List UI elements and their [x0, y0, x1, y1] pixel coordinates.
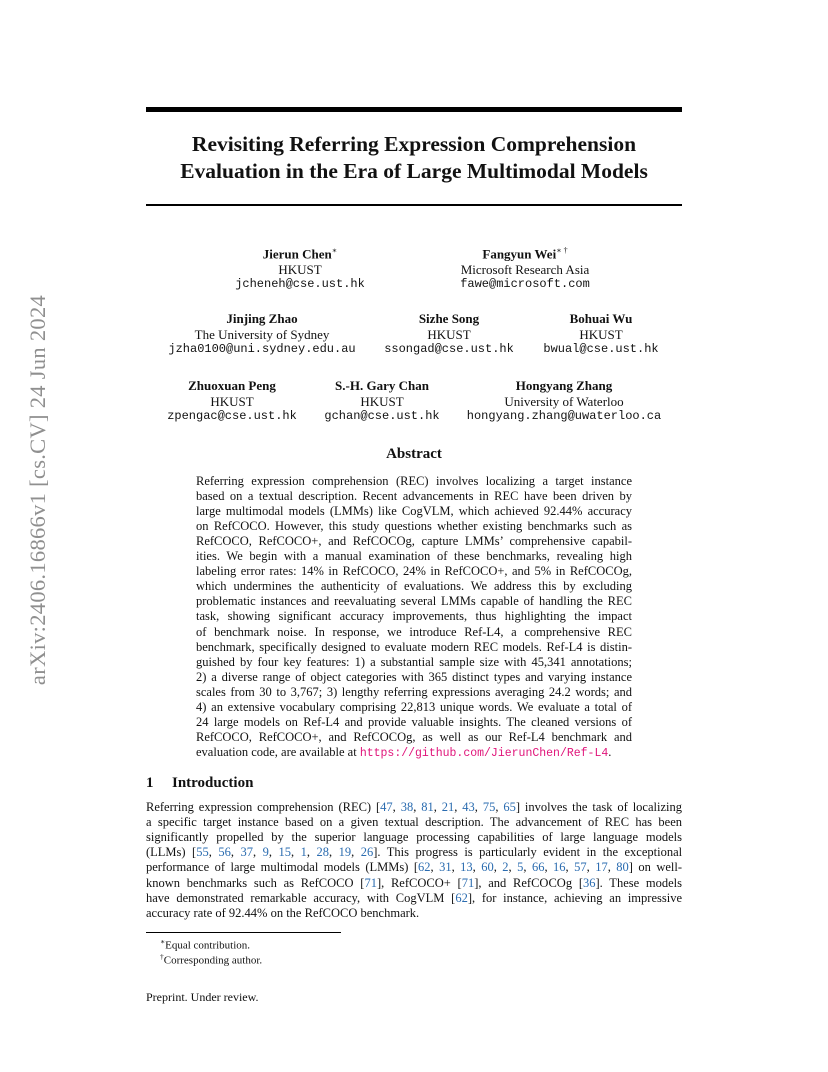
intro-text: ], for instance, achieving an impressive: [467, 890, 682, 905]
title-bottom-rule: [146, 204, 682, 206]
arxiv-id: arXiv:2406.16866v1 [cs.CV] 24 Jun 2024: [25, 294, 50, 686]
section-title: Introduction: [172, 775, 254, 791]
author-name: Jinjing Zhao: [226, 311, 298, 326]
citation-link[interactable]: 38: [400, 800, 414, 814]
author-name: Fangyun Wei: [482, 246, 557, 262]
intro-line: [146, 815, 682, 830]
intro-text: ]. These models: [595, 875, 683, 890]
citation-link[interactable]: 75: [482, 800, 496, 814]
citation-link[interactable]: 26: [360, 845, 374, 860]
author-email: zpengac@cse.ust.hk: [167, 409, 297, 423]
abstract-line: Referring expression comprehension (REC) involves localizing a target instance: [196, 474, 632, 488]
abstract-line: guished by four key features: 1) a substantial sample size with 45,341 annotations;: [196, 654, 632, 669]
author-email: fawe@microsoft.com: [460, 277, 590, 292]
preprint-note: Preprint. Under review.: [146, 990, 259, 1004]
intro-text: ,: [472, 860, 482, 875]
author-email: gchan@cse.ust.hk: [324, 409, 440, 423]
author-block: [467, 378, 661, 425]
author-affiliation: HKUST: [427, 326, 471, 342]
abstract-line-text: .: [608, 744, 612, 759]
citation-link[interactable]: 71: [364, 875, 377, 890]
citation-link[interactable]: 9: [262, 845, 269, 860]
intro-text: ,: [290, 845, 301, 860]
citation-link[interactable]: 60: [481, 860, 494, 875]
citation-link[interactable]: 31: [439, 860, 452, 875]
intro-text: ,: [454, 800, 463, 814]
author-affiliation: HKUST: [360, 393, 404, 409]
intro-text: ,: [508, 860, 518, 875]
author-name: Bohuai Wu: [569, 311, 633, 326]
author-affiliation: University of Waterloo: [504, 393, 624, 409]
author-block: [543, 311, 658, 358]
abstract-line: problematic instances and reevaluating several LMMs capable of handling the REC: [196, 594, 632, 609]
citation-link[interactable]: 5: [517, 860, 524, 875]
intro-text: ,: [586, 860, 596, 875]
citation-link[interactable]: 43: [462, 800, 475, 814]
abstract-line: on RefCOCO. However, this study questions whether existing benchmarks such as: [196, 519, 632, 534]
intro-line: [146, 860, 682, 875]
citation-link[interactable]: 28: [316, 845, 329, 860]
abstract-line: based on a textual description. Recent advancements in REC have been driven by: [196, 489, 632, 504]
author-email: hongyang.zhang@uwaterloo.ca: [466, 409, 662, 423]
abstract-line: benchmark, specifically designed to evaluate modern REC models. Ref-L4 is distin-: [196, 639, 632, 654]
intro-line: [146, 891, 682, 906]
citation-link[interactable]: 37: [240, 845, 253, 860]
paper-title: [146, 131, 682, 185]
author-block: [384, 311, 514, 358]
citation-link[interactable]: 47: [380, 800, 393, 814]
intro-text: ,: [328, 845, 339, 860]
section-number: 1: [146, 775, 154, 791]
intro-line: [146, 845, 682, 860]
intro-text: ,: [413, 800, 422, 814]
citation-link[interactable]: 19: [338, 845, 352, 860]
author-email: bwual@cse.ust.hk: [543, 342, 659, 356]
intro-text: ] involves the task of localizing: [515, 800, 682, 814]
abstract-line: task, showing significant accuracy improvements, thus highlighting the impact: [196, 609, 632, 624]
intro-line: [146, 906, 682, 921]
author-block: [324, 378, 439, 425]
author-affiliation: HKUST: [579, 326, 623, 342]
citation-link[interactable]: 65: [503, 800, 516, 814]
author-name: S.-H. Gary Chan: [335, 378, 429, 393]
citation-link[interactable]: 16: [553, 860, 566, 875]
intro-text: ], RefCOCO+ [: [376, 875, 462, 890]
author-name: Hongyang Zhang: [515, 378, 613, 393]
repository-link[interactable]: https://github.com/JierunChen/Ref-L4: [359, 746, 609, 760]
intro-text: Referring expression comprehension (REC) [: [146, 800, 381, 814]
citation-link[interactable]: 2: [502, 860, 509, 875]
citation-link[interactable]: 62: [417, 860, 431, 875]
title-top-rule: [146, 107, 682, 112]
intro-text: (LLMs) [: [146, 845, 197, 860]
intro-text: accuracy rate of 92.44% on the RefCOCO benchmark.: [146, 905, 420, 920]
footnote-mark: ∗: [160, 937, 166, 946]
footnote: [160, 950, 262, 968]
intro-text: ], and RefCOCOg [: [474, 875, 583, 890]
abstract-line: 2) a diverse range of object categories with 365 distinct types and varying instance: [196, 669, 632, 684]
abstract-line: RefCOCO, RefCOCO+, and RefCOCOg, as well as our Ref-L4 benchmark and: [196, 729, 632, 744]
intro-line: [146, 800, 682, 815]
author-name: Zhuoxuan Peng: [188, 378, 276, 393]
author-email: ssongad@cse.ust.hk: [384, 342, 514, 356]
intro-text: ,: [607, 860, 617, 875]
abstract-line: 4) an extensive vocabulary comprising 22,813 unique words. We evaluate a total of: [196, 699, 632, 714]
intro-text: ,: [474, 800, 483, 814]
citation-link[interactable]: 66: [531, 860, 545, 875]
author-mark: ∗ †: [556, 246, 568, 255]
intro-text: ,: [268, 845, 279, 860]
title-line-2: Evaluation in the Era of Large Multimodal Models: [180, 159, 648, 183]
author-name: Jierun Chen: [262, 246, 332, 262]
abstract-line: of benchmark noise. In response, we introduce Ref-L4, a comprehensive REC: [196, 624, 632, 639]
author-name: Sizhe Song: [418, 311, 480, 326]
author-email: jzha0100@uni.sydney.edu.au: [168, 342, 356, 356]
abstract-line: 24 large models on Ref-L4 and provide valuable insights. The cleaned versions of: [196, 714, 632, 729]
author-email: jcheneh@cse.ust.hk: [235, 277, 365, 292]
intro-text: ,: [430, 860, 440, 875]
intro-line: [146, 830, 682, 845]
intro-text: significantly propelled by the superior language processing capabilities of large language models: [146, 830, 682, 845]
intro-text: ] on well-: [628, 860, 683, 875]
footnote-rule: [146, 932, 341, 933]
citation-link[interactable]: 56: [218, 845, 231, 860]
author-affiliation: HKUST: [278, 261, 322, 277]
author-block: [460, 243, 590, 293]
intro-text: ,: [208, 845, 219, 860]
author-affiliation: Microsoft Research Asia: [460, 261, 590, 277]
abstract-line-text: evaluation code, are available at: [196, 744, 360, 759]
author-block: [235, 243, 365, 293]
author-mark: ∗: [331, 246, 338, 255]
intro-text: performance of large multimodal models (LMMs) [: [146, 860, 418, 875]
abstract-line: ities. We begin with a manual examination of these benchmarks, revealing high: [196, 549, 632, 564]
abstract-line: labeling error rates: 14% in RefCOCO, 24% in RefCOCO+, and 5% in RefCOCOg,: [196, 564, 632, 579]
author-block: [168, 311, 355, 358]
footnote-text: Equal contribution.: [165, 939, 251, 952]
author-affiliation: The University of Sydney: [194, 326, 330, 342]
abstract-line: [196, 745, 632, 761]
citation-link[interactable]: 17: [595, 860, 608, 875]
intro-text: a specific target instance based on a given textual description. The advancement of REC has been: [146, 815, 682, 830]
citation-link[interactable]: 13: [460, 860, 473, 875]
citation-link[interactable]: 15: [278, 845, 291, 860]
citation-link[interactable]: 57: [574, 860, 587, 875]
footnote-text: Corresponding author.: [163, 954, 263, 967]
intro-text: have demonstrated remarkable accuracy, with CogVLM [: [146, 890, 456, 905]
intro-text: ,: [351, 845, 361, 860]
intro-text: ,: [493, 860, 503, 875]
intro-text: ,: [495, 800, 504, 814]
intro-text: ,: [451, 860, 461, 875]
footnote-mark: †: [160, 952, 164, 961]
intro-text: ]. This progress is particularly evident in the exceptional: [373, 845, 683, 860]
intro-text: ,: [230, 845, 241, 860]
section-heading: [146, 775, 253, 792]
citation-link[interactable]: 55: [196, 845, 209, 860]
intro-text: ,: [544, 860, 554, 875]
intro-text: ,: [565, 860, 575, 875]
citation-link[interactable]: 71: [461, 875, 475, 890]
citation-link[interactable]: 62: [455, 890, 468, 905]
intro-text: ,: [523, 860, 532, 875]
citation-link[interactable]: 80: [616, 860, 629, 875]
citation-link[interactable]: 81: [421, 800, 434, 814]
abstract-heading: Abstract: [386, 446, 442, 462]
intro-text: ,: [252, 845, 263, 860]
intro-text: known benchmarks such as RefCOCO [: [146, 875, 365, 890]
arxiv-sidebar: [18, 294, 58, 686]
intro-text: ,: [306, 845, 317, 860]
author-block: [167, 378, 297, 425]
citation-link[interactable]: 36: [583, 875, 596, 890]
abstract-line: which undermines the authenticity of evaluations. We address this by excluding: [196, 579, 632, 594]
intro-text: ,: [392, 800, 401, 814]
abstract-line: RefCOCO, RefCOCO+, and RefCOCOg, capture LMMs’ comprehensive capabil-: [196, 534, 632, 549]
intro-text: ,: [433, 800, 442, 814]
title-line-1: Revisiting Referring Expression Comprehension: [191, 132, 637, 156]
abstract-line: large multimodal models (LMMs) like CogVLM, which achieved 92.44% accuracy: [196, 504, 632, 519]
intro-line: [146, 876, 682, 891]
citation-link[interactable]: 21: [441, 800, 455, 814]
abstract-line: scales from 30 to 3,767; 3) lengthy referring expressions averaging 24.2 words; and: [196, 684, 632, 699]
citation-link[interactable]: 1: [300, 845, 307, 860]
author-affiliation: HKUST: [210, 393, 254, 409]
